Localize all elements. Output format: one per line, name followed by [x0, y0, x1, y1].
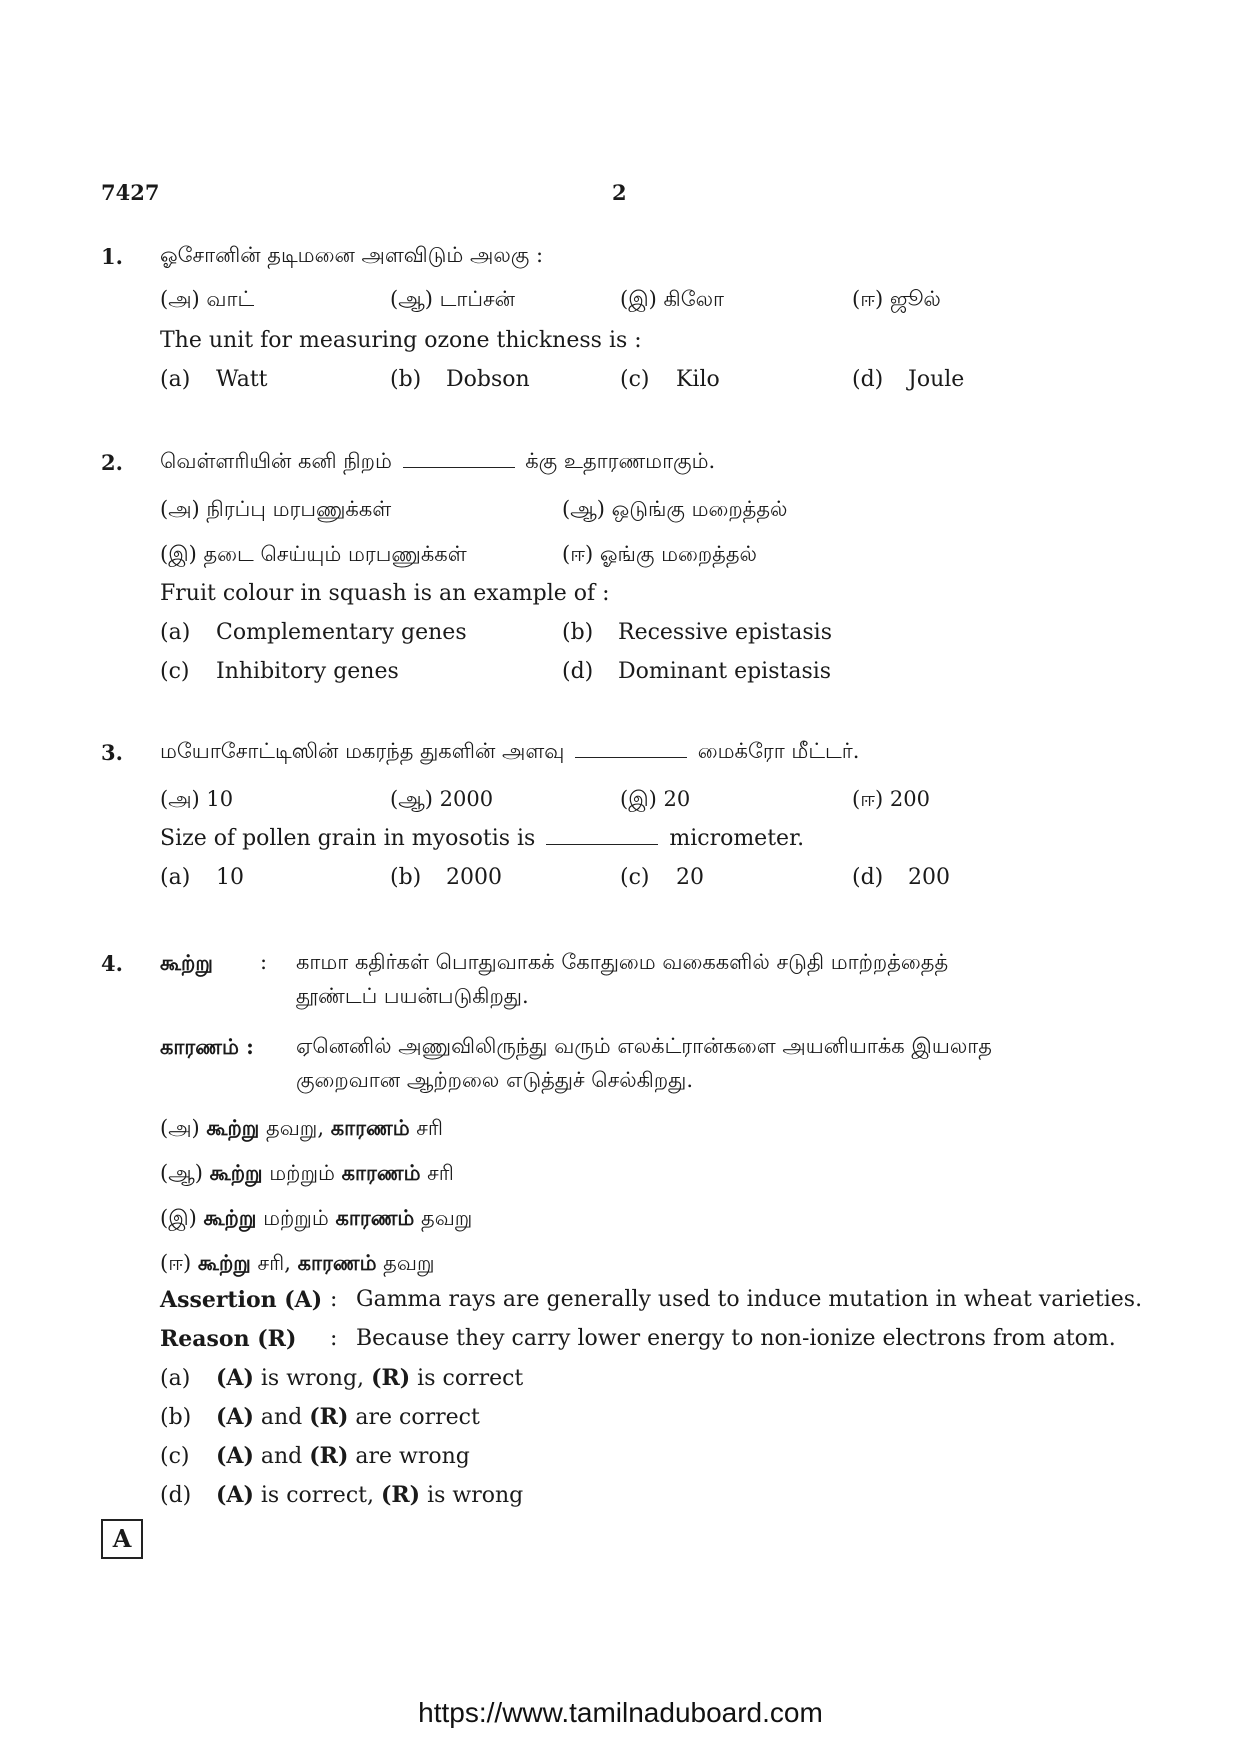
option-english-c: (c) Kilo: [620, 367, 720, 392]
question-number: 3.: [101, 740, 123, 765]
colon: :: [330, 1326, 338, 1351]
colon: :: [330, 1287, 338, 1312]
question-text-english: The unit for measuring ozone thickness is :: [160, 328, 642, 353]
option-tamil-a: (அ) கூற்று தவறு, காரணம் சரி: [160, 1115, 444, 1140]
question-text-english: Fruit colour in squash is an example of :: [160, 581, 610, 606]
answer-blank: [575, 739, 687, 758]
option-tamil-b: (ஆ) 2000: [390, 787, 494, 811]
option-tamil-d: (ஈ) ஜூல்: [852, 287, 941, 311]
option-tamil-a: (அ) வாட்: [160, 287, 255, 311]
reason-text-english: Because they carry lower energy to non-ionize electrons from atom.: [356, 1326, 1116, 1351]
question-number: 4.: [101, 951, 123, 976]
option-english-a: (a) 10: [160, 865, 244, 890]
assertion-label-english: Assertion (A): [160, 1287, 323, 1313]
reason-label-english: Reason (R): [160, 1326, 297, 1352]
footer-url[interactable]: https://www.tamilnaduboard.com: [418, 1697, 823, 1728]
option-english-c: (c) Inhibitory genes: [160, 659, 399, 684]
reason-text-tamil-line1: ஏனெனில் அணுவிலிருந்து வரும் எலக்ட்ரான்களை அயனியாக்க இயலாத: [296, 1034, 992, 1058]
answer-blank: [403, 449, 515, 468]
option-tamil-d: (ஈ) 200: [852, 787, 930, 811]
option-tamil-a: (அ) 10: [160, 787, 234, 811]
option-english-b: (b) (A) and (R) are correct: [160, 1404, 480, 1430]
option-tamil-c: (இ) 20: [620, 787, 691, 811]
reason-text-tamil-line2: குறைவான ஆற்றலை எடுத்துச் செல்கிறது.: [296, 1068, 694, 1092]
option-english-d: (d) (A) is correct, (R) is wrong: [160, 1482, 524, 1508]
option-tamil-c: (இ) கூற்று மற்றும் காரணம் தவறு: [160, 1205, 473, 1230]
option-english-b: (b) Recessive epistasis: [562, 620, 832, 645]
question-text-tamil: ஓசோனின் தடிமனை அளவிடும் அலகு :: [160, 243, 544, 267]
option-tamil-a: (அ) நிரப்பு மரபணுக்கள்: [160, 497, 392, 521]
option-tamil-b: (ஆ) டாப்சன்: [390, 287, 515, 311]
assertion-label-tamil: கூற்று: [160, 950, 213, 975]
option-tamil-c: (இ) கிலோ: [620, 287, 725, 311]
option-english-d: (d) Dominant epistasis: [562, 659, 832, 684]
option-english-b: (b) 2000: [390, 865, 502, 890]
question-text-tamil: மயோசோட்டிஸின் மகரந்த துகளின் அளவு மைக்ரோ மீட்டர்.: [160, 739, 860, 763]
reason-label-tamil: காரணம் :: [160, 1034, 254, 1059]
answer-blank: [546, 826, 658, 845]
option-tamil-c: (இ) தடை செய்யும் மரபணுக்கள்: [160, 542, 467, 566]
option-english-c: (c) (A) and (R) are wrong: [160, 1443, 470, 1469]
option-english-d: (d) 200: [852, 865, 950, 890]
paper-code: 7427: [101, 180, 160, 205]
assertion-text-tamil-line1: காமா கதிர்கள் பொதுவாகக் கோதுமை வகைகளில் சடுதி மாற்றத்தைத்: [296, 950, 949, 974]
option-english-b: (b) Dobson: [390, 367, 530, 392]
question-text-english: Size of pollen grain in myosotis is micrometer.: [160, 826, 805, 851]
option-english-c: (c) 20: [620, 865, 704, 890]
option-english-a: (a) (A) is wrong, (R) is correct: [160, 1365, 524, 1391]
page-number: 2: [612, 180, 627, 205]
assertion-text-english: Gamma rays are generally used to induce mutation in wheat varieties.: [356, 1287, 1143, 1312]
colon: :: [260, 950, 268, 974]
question-number: 2.: [101, 450, 123, 475]
question-text-tamil: வெள்ளரியின் கனி நிறம் க்கு உதாரணமாகும்.: [160, 449, 716, 473]
option-tamil-b: (ஆ) கூற்று மற்றும் காரணம் சரி: [160, 1160, 454, 1185]
booklet-version-box: A: [101, 1519, 143, 1559]
option-tamil-d: (ஈ) ஓங்கு மறைத்தல்: [562, 542, 757, 566]
option-english-d: (d) Joule: [852, 367, 965, 392]
option-english-a: (a) Complementary genes: [160, 620, 467, 645]
assertion-text-tamil-line2: தூண்டப் பயன்படுகிறது.: [296, 984, 529, 1008]
option-tamil-b: (ஆ) ஒடுங்கு மறைத்தல்: [562, 497, 788, 521]
option-english-a: (a) Watt: [160, 367, 268, 392]
question-number: 1.: [101, 244, 123, 269]
option-tamil-d: (ஈ) கூற்று சரி, காரணம் தவறு: [160, 1250, 435, 1275]
